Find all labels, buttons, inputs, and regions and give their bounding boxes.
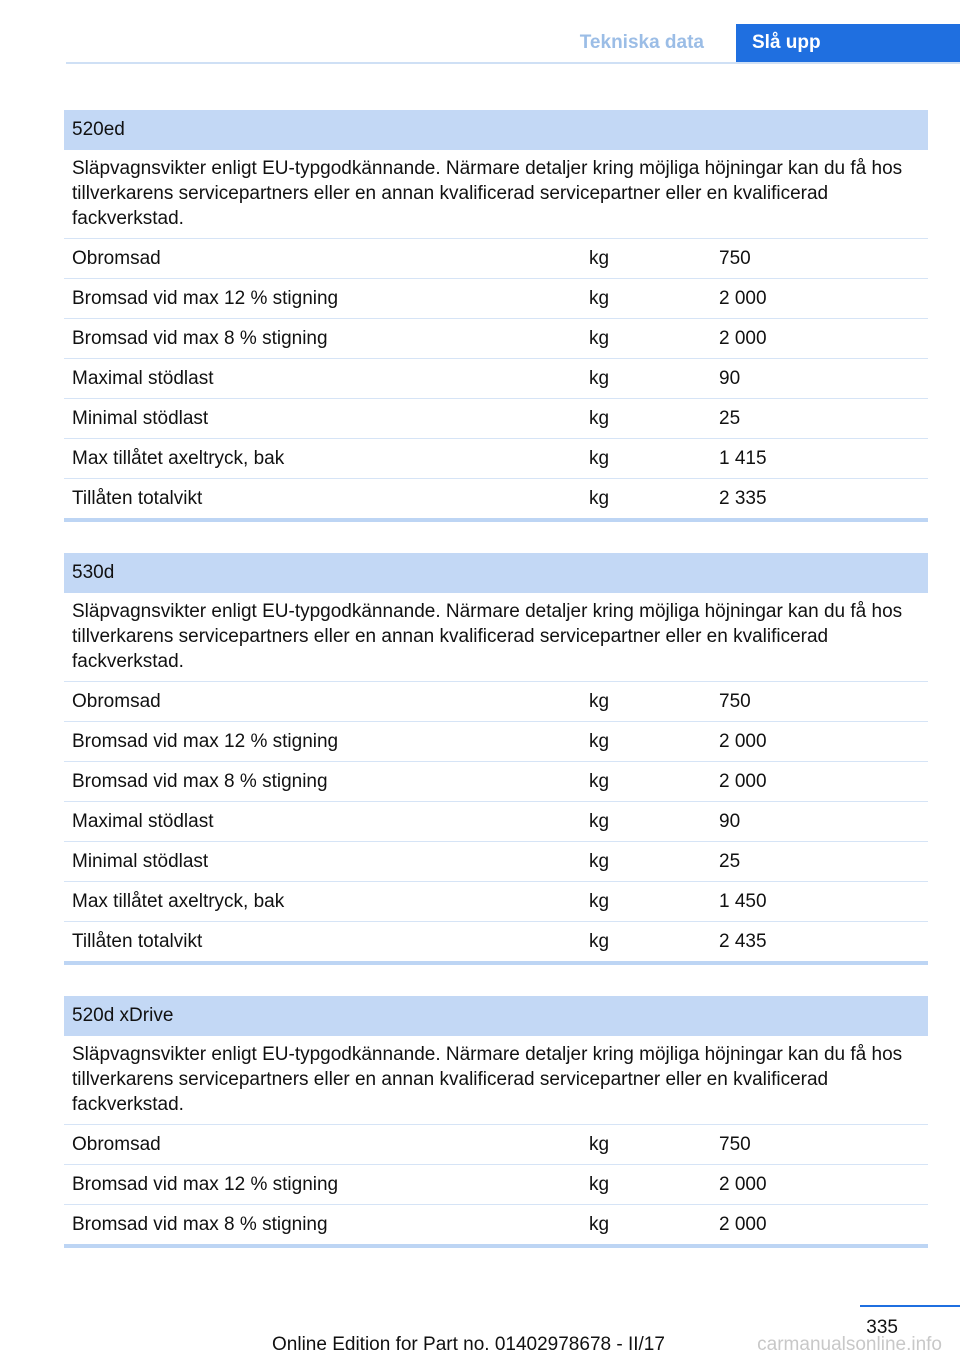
- table-row: [64, 279, 928, 319]
- tab-lookup[interactable]: Slå upp: [736, 24, 960, 62]
- table-row: [64, 319, 928, 359]
- table-row: [64, 802, 928, 842]
- row-label: Bromsad vid max 8 % stigning: [72, 771, 328, 792]
- row-value: 2 000: [719, 1214, 767, 1235]
- row-label: Bromsad vid max 8 % stigning: [72, 328, 328, 349]
- row-label: Obromsad: [72, 248, 161, 269]
- row-unit: kg: [589, 931, 610, 952]
- row-label: Obromsad: [72, 1134, 161, 1155]
- edition-note: Online Edition for Part no. 01402978678 - II/17: [272, 1334, 665, 1355]
- row-unit: kg: [589, 1174, 610, 1195]
- table-row: [64, 842, 928, 882]
- table-title: 520ed: [64, 110, 928, 150]
- row-label: Bromsad vid max 12 % stigning: [72, 731, 339, 752]
- table-description: Släpvagnsvikter enligt EU-typgodkännande. Närmare detaljer kring möjliga höjningar kan du få hos tillverkarens servicepartners eller en annan kvalificerad servicepartner eller en kvalificerad fackverkstad.: [64, 150, 928, 239]
- row-label: Obromsad: [72, 691, 161, 712]
- table-row: [64, 479, 928, 518]
- table-row: [64, 399, 928, 439]
- table-row: [64, 239, 928, 279]
- table-row: [64, 922, 928, 961]
- table-row: [64, 722, 928, 762]
- table-row: [64, 1165, 928, 1205]
- spec-table: [64, 110, 928, 522]
- row-unit: kg: [589, 1214, 610, 1235]
- row-label: Max tillåtet axeltryck, bak: [72, 448, 285, 469]
- section-title[interactable]: Tekniska data: [579, 32, 704, 53]
- watermark: carmanualsonline.info: [757, 1334, 942, 1355]
- row-value: 25: [719, 408, 741, 429]
- spec-tables: [64, 110, 928, 1279]
- row-value: 2 000: [719, 328, 767, 349]
- row-unit: kg: [589, 731, 610, 752]
- table-row: [64, 439, 928, 479]
- row-label: Tillåten totalvikt: [72, 488, 203, 509]
- table-row: [64, 682, 928, 722]
- row-unit: kg: [589, 288, 610, 309]
- table-description: Släpvagnsvikter enligt EU-typgodkännande. Närmare detaljer kring möjliga höjningar kan du få hos tillverkarens servicepartners eller en annan kvalificerad servicepartner eller en kvalificerad fackverkstad.: [64, 1036, 928, 1125]
- row-unit: kg: [589, 368, 610, 389]
- row-label: Maximal stödlast: [72, 368, 214, 389]
- row-label: Max tillåtet axeltryck, bak: [72, 891, 285, 912]
- row-value: 1 415: [719, 448, 767, 469]
- row-value: 2 000: [719, 288, 767, 309]
- row-unit: kg: [589, 811, 610, 832]
- row-unit: kg: [589, 1134, 610, 1155]
- row-value: 750: [719, 691, 751, 712]
- row-label: Bromsad vid max 12 % stigning: [72, 1174, 339, 1195]
- table-description: Släpvagnsvikter enligt EU-typgodkännande. Närmare detaljer kring möjliga höjningar kan du få hos tillverkarens servicepartners eller en annan kvalificerad servicepartner eller en kvalificerad fackverkstad.: [64, 593, 928, 682]
- row-unit: kg: [589, 488, 610, 509]
- table-row: [64, 1125, 928, 1165]
- row-label: Minimal stödlast: [72, 851, 209, 872]
- table-title: 530d: [64, 553, 928, 593]
- row-value: 750: [719, 248, 751, 269]
- row-value: 90: [719, 811, 741, 832]
- row-label: Maximal stödlast: [72, 811, 214, 832]
- table-row: [64, 359, 928, 399]
- row-value: 750: [719, 1134, 751, 1155]
- row-value: 25: [719, 851, 741, 872]
- page-number: 335: [866, 1317, 898, 1338]
- row-label: Tillåten totalvikt: [72, 931, 203, 952]
- row-unit: kg: [589, 328, 610, 349]
- row-unit: kg: [589, 891, 610, 912]
- row-label: Minimal stödlast: [72, 408, 209, 429]
- table-title: 520d xDrive: [64, 996, 928, 1036]
- spec-table: [64, 996, 928, 1248]
- row-value: 1 450: [719, 891, 767, 912]
- table-row: [64, 762, 928, 802]
- row-label: Bromsad vid max 8 % stigning: [72, 1214, 328, 1235]
- spec-table: [64, 553, 928, 965]
- row-unit: kg: [589, 448, 610, 469]
- row-unit: kg: [589, 248, 610, 269]
- row-value: 2 000: [719, 771, 767, 792]
- row-value: 2 335: [719, 488, 767, 509]
- row-value: 2 435: [719, 931, 767, 952]
- row-unit: kg: [589, 771, 610, 792]
- table-row: [64, 882, 928, 922]
- row-value: 2 000: [719, 731, 767, 752]
- table-row: [64, 1205, 928, 1244]
- row-value: 90: [719, 368, 741, 389]
- row-unit: kg: [589, 851, 610, 872]
- page-header: [66, 26, 960, 64]
- footer-divider: [860, 1305, 960, 1307]
- row-label: Bromsad vid max 12 % stigning: [72, 288, 339, 309]
- row-unit: kg: [589, 408, 610, 429]
- row-unit: kg: [589, 691, 610, 712]
- row-value: 2 000: [719, 1174, 767, 1195]
